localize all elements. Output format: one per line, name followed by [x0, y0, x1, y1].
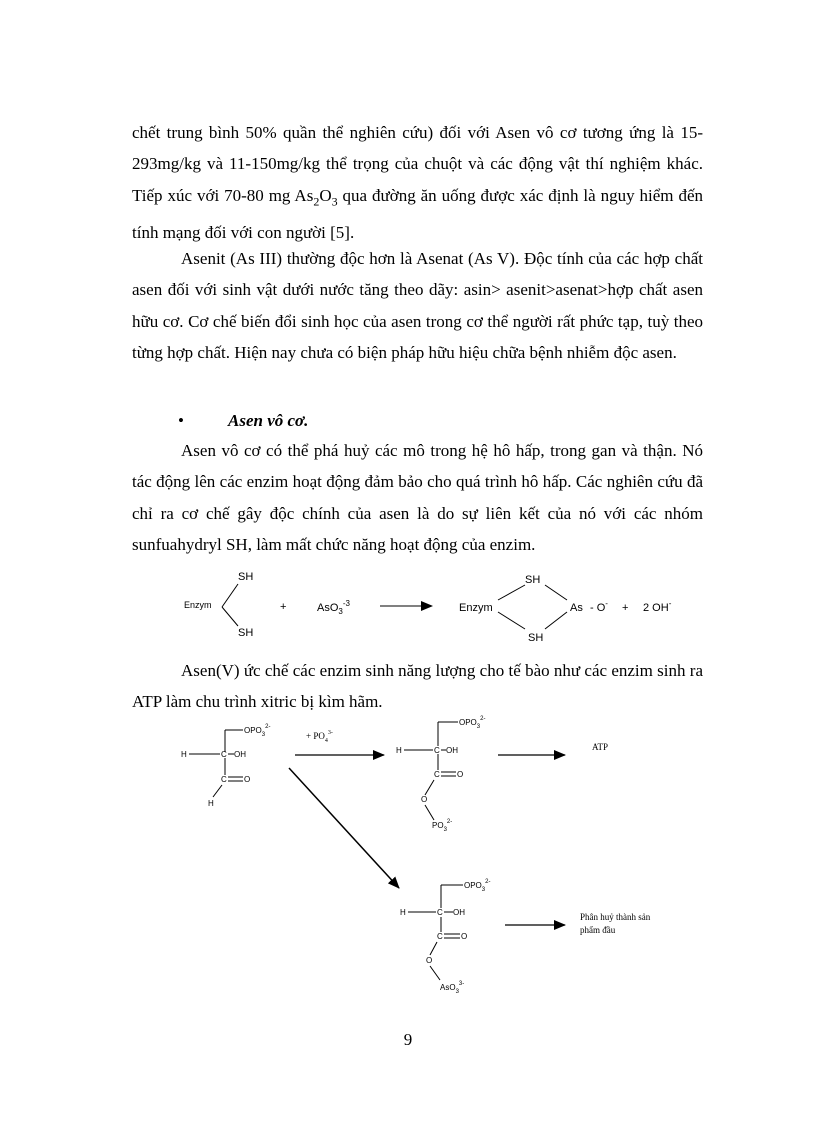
bond-line [498, 585, 525, 600]
o-atom: O [421, 795, 428, 804]
o-atom: O [244, 775, 251, 784]
h-atom: H [400, 908, 406, 917]
bond-line [545, 612, 567, 629]
reaction-glycolysis [181, 716, 651, 995]
reaction-enzyme-binding [184, 571, 672, 644]
bond-line [545, 585, 567, 600]
arsenic-atom: As [570, 602, 583, 614]
hydroxide-product: 2 OH- [643, 599, 672, 614]
product-label-line1: Phân huỷ thành sản [580, 912, 651, 922]
c-atom: C [221, 750, 227, 759]
aso3-group: AsO$_3^{3-}$ [440, 981, 465, 995]
paragraph-asen-v: Asen(V) ức chế các enzim sinh năng lượng cho tế bào như các enzim sinh ra ATP làm chu trình xitric bị kìm hãm. [132, 661, 703, 712]
sh-bridge-top: SH [525, 574, 541, 586]
oh-group: OH [446, 746, 458, 755]
opo3-group: $OPO_3^{2-}$ [459, 716, 486, 730]
plus-sign: + [280, 601, 287, 613]
atp-product: ATP [592, 742, 609, 752]
oh-group: OH [453, 908, 465, 917]
c-atom: C [437, 908, 443, 917]
enzyme-label-left: Enzym [184, 600, 212, 610]
opo3-group: $OPO_3^{2-}$ [244, 724, 271, 738]
bond-line [222, 607, 238, 626]
o-atom: O [457, 770, 464, 779]
paragraph-intro-text-2: Tiếp xúc với 70-80 mg $As_2O_3$ qua đường ăn uống được xác định là nguy hiểm đến tính mạng đối với con người [5]. [132, 185, 703, 243]
po3-group: $PO_3^{2-}$ [432, 819, 453, 833]
paragraph-intro-text: chết trung bình 50% quần thể nghiên cứu) đối với Asen vô cơ tương ứng là 15-293mg/kg và 11-150mg/kg thể trọng của chuột và các động vật thí nghiệm khác. [132, 123, 703, 174]
o-atom: O [461, 932, 468, 941]
bond-line [222, 584, 238, 607]
sh-bridge-bottom: SH [528, 632, 544, 644]
h-atom: H [181, 750, 187, 759]
page-number: 9 [403, 1030, 413, 1049]
sh-group-bottom: SH [238, 627, 254, 639]
plus-sign-2: + [622, 602, 629, 614]
c-atom: C [434, 746, 440, 755]
enzyme-label-right: Enzym [459, 602, 493, 614]
oxide-ion: - O- [590, 599, 608, 614]
bond-line [498, 612, 525, 629]
product-label-line2: phẩm đầu [580, 925, 616, 935]
molecule-substrate [181, 724, 270, 808]
paragraph-inorganic: Asen vô cơ có thể phá huỷ các mô trong hệ hô hấp, trong gan và thận. Nó tác động lên các enzim hoạt động đảm bảo cho quá trình hô hấp. Các nghiên cứu đã chỉ ra cơ chế gây độc chính của asen là do sự liên kết của nó với các nhóm sunfuahydryl SH, làm mất chức năng hoạt động của enzim. [132, 441, 703, 554]
heading-inorganic-arsenic: Asen vô cơ. [228, 411, 309, 430]
c-atom: C [434, 770, 440, 779]
molecule-arsenate-ester [400, 879, 490, 995]
molecule-bisphosphate [396, 716, 485, 833]
paragraph-asenit: Asenit (As III) thường độc hơn là Asenat (As V). Độc tính của các hợp chất asen đối với sinh vật dưới nước tăng theo dãy: asin> asenit>asenat>hợp chất asen hữu cơ. Cơ chế biến đổi sinh học của asen trong cơ thể người rất phức tạp, tuỳ theo từng hợp chất. Hiện nay chưa có biện pháp hữu hiệu chữa bệnh nhiễm độc asen. [132, 249, 703, 362]
c-atom: C [221, 775, 227, 784]
opo3-group: $OPO_3^{2-}$ [464, 879, 491, 893]
c-atom: C [437, 932, 443, 941]
reaction-arrow-diagonal [289, 768, 399, 888]
aso3-reagent: AsO$_3^{-3}$ [317, 599, 350, 616]
sh-group-top: SH [238, 571, 254, 583]
oh-group: OH [234, 750, 246, 759]
bullet-icon: • [178, 411, 184, 430]
o-atom: O [426, 956, 433, 965]
h-atom: H [208, 799, 214, 808]
po4-reagent: + $PO_4^{3-}$ [306, 730, 333, 744]
h-atom: H [396, 746, 402, 755]
